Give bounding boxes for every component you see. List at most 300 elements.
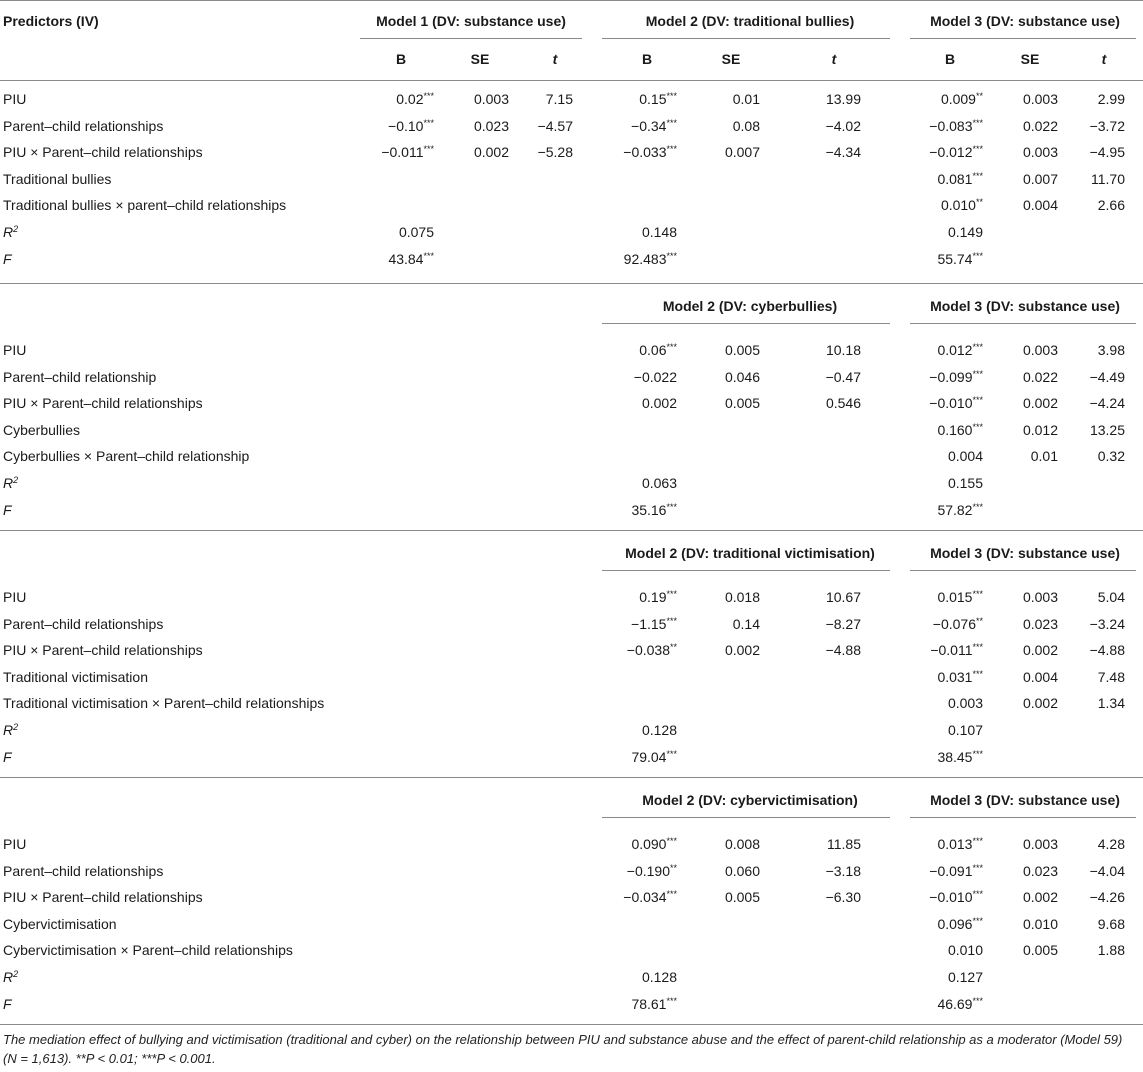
cell-value: 78.61: [631, 995, 667, 1012]
cell-m3t: [1098, 664, 1125, 690]
significance-stars: ***: [972, 144, 983, 155]
cell-m3t: [1098, 690, 1125, 716]
predictor-label: [3, 497, 12, 523]
significance-stars: ***: [972, 117, 983, 128]
predictor-superscript: 2: [13, 722, 19, 732]
cell-m3se: [1023, 139, 1058, 165]
cell-value: 0.023: [473, 117, 509, 134]
cell-value: 92.483: [623, 250, 667, 267]
cell-value: 55.74: [937, 250, 973, 267]
cell-value: 0.003: [947, 695, 983, 712]
cell-value: 0.003: [1022, 836, 1058, 852]
cell-value: 57.82: [937, 501, 973, 518]
cell-value: 0.022: [1022, 368, 1058, 385]
significance-stars: ***: [972, 501, 983, 512]
cell-m2se: [725, 831, 760, 857]
cell-value: 0.128: [641, 969, 677, 985]
cell-value: 0.002: [1022, 642, 1058, 659]
cell-m3t: [1090, 390, 1125, 416]
significance-stars: ***: [666, 589, 677, 599]
cell-value: −4.34: [825, 144, 861, 161]
cell-value: −4.04: [1089, 862, 1125, 879]
cell-m3se: [1023, 192, 1058, 218]
predictor-text: F: [3, 250, 12, 267]
section-model2-header: Model 2 (DV: cybervictimisation): [642, 792, 858, 808]
cell-m3b: [933, 611, 983, 637]
table-row: [0, 744, 1143, 770]
header-row-columns: [0, 46, 1143, 72]
cell-value: 0.060: [724, 862, 760, 879]
significance-stars: ***: [972, 395, 983, 406]
predictor-text: PIU: [3, 342, 27, 358]
cell-value: −0.011: [381, 144, 424, 161]
m3-b-header: B: [944, 51, 956, 67]
predictor-label: [3, 664, 148, 690]
cell-m3se: [1023, 364, 1058, 390]
predictor-text: Cyberbullies × Parent–child relationship: [3, 448, 250, 465]
significance-stars: ***: [972, 915, 983, 926]
cell-value: −0.190: [626, 862, 670, 879]
section-model3-underline: [910, 570, 1136, 571]
cell-value: 0.096: [937, 915, 973, 932]
cell-m2t: [826, 364, 861, 390]
cell-value: 0.005: [724, 395, 760, 412]
cell-value: 2.66: [1097, 197, 1125, 214]
cell-value: 43.84: [388, 250, 424, 267]
significance-stars: ***: [972, 589, 983, 599]
predictor-text: R: [3, 475, 14, 491]
cell-m3t: [1098, 937, 1125, 963]
table-row: [0, 884, 1143, 910]
model1-underline: [360, 38, 582, 39]
cell-value: −0.011: [930, 642, 973, 659]
cell-m3t: [1098, 86, 1125, 112]
cell-value: 10.67: [825, 589, 861, 605]
header-row-models: [0, 8, 1143, 34]
cell-value: 0.022: [1022, 117, 1058, 134]
cell-value: 7.48: [1097, 668, 1125, 685]
cell-m2se: [725, 337, 760, 363]
cell-m3t: [1090, 113, 1125, 139]
cell-value: 11.70: [1091, 170, 1125, 187]
cell-m3b: [948, 690, 983, 716]
cell-m3b: [948, 219, 983, 245]
cell-m3b: [937, 831, 983, 857]
cell-value: 0.009: [940, 91, 976, 107]
predictor-superscript: 2: [13, 224, 19, 234]
cell-m2se: [733, 113, 760, 139]
predictor-text: PIU × Parent–child relationships: [3, 642, 203, 659]
cell-m2t: [826, 139, 861, 165]
cell-value: 0.031: [937, 668, 973, 685]
cell-value: −0.022: [633, 368, 677, 385]
cell-m3b: [937, 417, 983, 443]
cell-m3t: [1098, 443, 1125, 469]
significance-stars: ***: [666, 889, 677, 900]
cell-value: 0.012: [1022, 421, 1058, 438]
predictor-text: Cybervictimisation: [3, 915, 117, 932]
cell-m2t: [826, 584, 861, 610]
cell-m2b: [639, 86, 677, 112]
cell-value: −0.099: [929, 368, 973, 385]
cell-m2t: [826, 611, 861, 637]
predictor-text: R: [3, 722, 14, 738]
model3-underline: [910, 38, 1136, 39]
section-model3-header: Model 3 (DV: substance use): [930, 298, 1120, 314]
cell-value: −4.49: [1089, 368, 1125, 385]
cell-value: 1.34: [1097, 695, 1125, 712]
cell-value: −0.010: [929, 395, 973, 412]
cell-value: 0.107: [947, 722, 983, 738]
cell-value: 0.004: [947, 448, 983, 465]
cell-value: 0.007: [1022, 170, 1058, 187]
predictor-label: [3, 911, 117, 937]
cell-value: −0.012: [929, 144, 973, 161]
cell-value: 5.04: [1097, 589, 1125, 605]
cell-m3b: [937, 337, 983, 363]
cell-value: 0.023: [1022, 615, 1058, 632]
cell-value: 0.010: [1022, 915, 1058, 932]
m3-t-header: t: [1101, 51, 1107, 67]
cell-m2b: [631, 113, 677, 139]
cell-m3b: [948, 470, 983, 496]
cell-m3b: [929, 390, 983, 416]
cell-m3b: [948, 937, 983, 963]
cell-m2se: [725, 637, 760, 663]
section-top-rule: [0, 530, 1143, 531]
cell-m3se: [1023, 611, 1058, 637]
cell-value: −4.02: [825, 117, 861, 134]
cell-value: 0.002: [1022, 695, 1058, 712]
cell-value: 0.003: [473, 91, 509, 107]
cell-m2se: [725, 584, 760, 610]
table-row: [0, 584, 1143, 610]
table-row: [0, 470, 1143, 496]
predictor-text: PIU × Parent–child relationships: [3, 889, 203, 906]
cell-m2se: [725, 390, 760, 416]
cell-m3se: [1023, 337, 1058, 363]
predictors-header: Predictors (IV): [3, 13, 99, 29]
predictor-label: [3, 858, 163, 884]
cell-m1b: [399, 219, 434, 245]
cell-value: −3.24: [1089, 615, 1125, 632]
cell-value: 0.002: [473, 144, 509, 161]
cell-m2b: [639, 584, 677, 610]
predictor-text: R: [3, 224, 14, 240]
section-top-rule: [0, 777, 1143, 778]
cell-m3b: [930, 637, 983, 663]
cell-m3se: [1023, 911, 1058, 937]
table-row: [0, 937, 1143, 963]
predictor-superscript: 2: [13, 969, 19, 979]
cell-value: 0.003: [1022, 589, 1058, 605]
section-top-rule: [0, 283, 1143, 284]
section-header-row: [0, 293, 1143, 319]
predictor-label: [3, 831, 26, 857]
model2-header: Model 2 (DV: traditional bullies): [645, 13, 855, 29]
table-row: [0, 991, 1143, 1017]
predictor-label: [3, 113, 163, 139]
cell-value: 0.08: [732, 117, 760, 134]
cell-value: 13.99: [825, 91, 861, 107]
predictor-text: PIU × Parent–child relationships: [3, 144, 203, 161]
cell-m2b: [642, 219, 677, 245]
table-top-rule: [0, 0, 1143, 1]
section-model3-underline: [910, 323, 1136, 324]
cell-m3b: [929, 364, 983, 390]
cell-m3t: [1098, 192, 1125, 218]
cell-value: 0.012: [937, 342, 973, 358]
cell-value: 7.15: [545, 91, 573, 107]
predictor-text: PIU × Parent–child relationships: [3, 395, 203, 412]
cell-value: 13.25: [1089, 421, 1125, 438]
model3-header: Model 3 (DV: substance use): [930, 13, 1120, 29]
cell-value: −0.034: [623, 889, 667, 906]
cell-value: 0.19: [639, 589, 667, 605]
predictor-label: [3, 246, 12, 272]
cell-m3se: [1031, 443, 1058, 469]
significance-stars: ***: [666, 615, 677, 626]
significance-stars: **: [669, 862, 677, 873]
cell-value: −0.47: [825, 368, 861, 385]
table-row: [0, 831, 1143, 857]
section-model2-underline: [602, 817, 890, 818]
cell-value: −4.26: [1089, 889, 1125, 906]
cell-value: 0.003: [1022, 144, 1058, 161]
predictor-label: [3, 139, 203, 165]
cell-m3se: [1023, 637, 1058, 663]
cell-m3t: [1091, 166, 1125, 192]
cell-m1t: [538, 113, 573, 139]
cell-m2b: [642, 964, 677, 990]
cell-value: 46.69: [937, 995, 973, 1012]
cell-value: 0.008: [724, 836, 760, 852]
predictor-label: [3, 390, 203, 416]
cell-value: 38.45: [937, 748, 973, 765]
table-row: [0, 337, 1143, 363]
table-row: [0, 964, 1143, 990]
cell-m2b: [623, 884, 677, 910]
cell-m3t: [1090, 858, 1125, 884]
cell-m2b: [624, 246, 677, 272]
cell-value: 0.15: [639, 91, 667, 107]
cell-m3se: [1023, 390, 1058, 416]
cell-m1b: [381, 139, 434, 165]
significance-stars: ***: [666, 748, 677, 759]
cell-m2t: [826, 884, 861, 910]
cell-m3t: [1098, 831, 1125, 857]
predictor-text: Traditional victimisation: [3, 668, 148, 685]
significance-stars: ***: [666, 250, 677, 261]
cell-m1b: [388, 113, 434, 139]
cell-m2b: [631, 497, 677, 523]
cell-m2se: [733, 86, 760, 112]
cell-m3b: [937, 584, 983, 610]
cell-value: 0.005: [724, 342, 760, 358]
significance-stars: ***: [666, 91, 677, 101]
cell-value: 11.85: [827, 836, 861, 852]
cell-value: −1.15: [631, 615, 667, 632]
significance-stars: ***: [972, 421, 983, 432]
predictor-label: [3, 717, 18, 743]
cell-value: 0.002: [641, 395, 677, 412]
section-header-row: [0, 540, 1143, 566]
significance-stars: **: [975, 91, 983, 101]
predictor-text: Traditional bullies: [3, 170, 112, 187]
cell-m1t: [546, 86, 573, 112]
table-row: [0, 717, 1143, 743]
cell-m3t: [1090, 139, 1125, 165]
cell-value: 0.063: [641, 475, 677, 491]
cell-value: 0.128: [641, 722, 677, 738]
significance-stars: ***: [972, 862, 983, 873]
significance-stars: ***: [423, 250, 434, 261]
cell-value: 0.010: [940, 197, 976, 214]
predictor-label: [3, 337, 26, 363]
section-model2-header: Model 2 (DV: cyberbullies): [662, 298, 838, 314]
cell-value: 0.002: [1022, 889, 1058, 906]
predictor-label: [3, 86, 26, 112]
predictor-text: Traditional victimisation × Parent–child relationships: [3, 695, 325, 712]
table-row: [0, 497, 1143, 523]
section-header-row: [0, 787, 1143, 813]
predictor-label: [3, 584, 26, 610]
significance-stars: ***: [972, 668, 983, 679]
significance-stars: ***: [972, 368, 983, 379]
cell-m2b: [642, 470, 677, 496]
cell-m3t: [1090, 637, 1125, 663]
predictor-text: Parent–child relationship: [3, 368, 157, 385]
predictor-text: Parent–child relationships: [3, 117, 164, 134]
cell-value: 0.149: [947, 224, 983, 240]
cell-value: 4.28: [1097, 836, 1125, 852]
significance-stars: ***: [666, 501, 677, 512]
predictor-text: Traditional bullies × parent–child relationships: [3, 197, 287, 214]
predictor-label: [3, 637, 203, 663]
predictor-label: [3, 219, 18, 245]
cell-m3b: [937, 497, 983, 523]
m1-se-header: SE: [470, 51, 490, 67]
table-row: [0, 246, 1143, 272]
cell-value: −3.72: [1089, 117, 1125, 134]
m2-se-header: SE: [721, 51, 741, 67]
cell-m2b: [642, 717, 677, 743]
cell-value: 0.01: [1030, 448, 1058, 465]
cell-m2se: [725, 364, 760, 390]
predictor-label: [3, 744, 12, 770]
cell-value: 0.546: [825, 395, 861, 412]
predictor-text: PIU: [3, 589, 27, 605]
cell-m2b: [639, 337, 677, 363]
cell-value: 9.68: [1097, 915, 1125, 932]
cell-value: −0.038: [626, 642, 670, 659]
cell-m3se: [1023, 113, 1058, 139]
cell-value: 0.081: [937, 170, 973, 187]
predictor-text: Parent–child relationships: [3, 615, 164, 632]
predictor-superscript: 2: [13, 475, 19, 485]
cell-m3b: [948, 964, 983, 990]
cell-m2b: [627, 858, 677, 884]
cell-m3se: [1023, 858, 1058, 884]
predictor-label: [3, 443, 249, 469]
table-row: [0, 417, 1143, 443]
predictor-text: F: [3, 995, 12, 1012]
predictor-label: [3, 690, 324, 716]
predictor-label: [3, 937, 293, 963]
cell-value: −0.033: [623, 144, 667, 161]
significance-stars: **: [669, 642, 677, 653]
section-model2-header: Model 2 (DV: traditional victimisation): [625, 545, 875, 561]
cell-value: −5.28: [537, 144, 573, 161]
cell-m1se: [474, 86, 509, 112]
cell-value: −4.88: [825, 642, 861, 659]
predictor-label: [3, 884, 203, 910]
cell-value: 0.155: [947, 475, 983, 491]
predictor-text: R: [3, 969, 14, 985]
cell-value: 1.88: [1097, 942, 1125, 959]
cell-m2t: [826, 337, 861, 363]
cell-value: 0.003: [1022, 91, 1058, 107]
cell-value: −4.95: [1089, 144, 1125, 161]
cell-value: 0.018: [724, 589, 760, 605]
cell-m3b: [941, 86, 983, 112]
cell-value: 0.32: [1097, 448, 1125, 465]
cell-m3se: [1023, 664, 1058, 690]
cell-value: 0.004: [1022, 197, 1058, 214]
cell-value: −0.083: [929, 117, 973, 134]
significance-stars: **: [975, 197, 983, 208]
cell-m1se: [474, 139, 509, 165]
cell-m3se: [1023, 884, 1058, 910]
cell-m3t: [1098, 584, 1125, 610]
cell-m2t: [826, 637, 861, 663]
predictor-label: [3, 470, 18, 496]
table-footnote: The mediation effect of bullying and victimisation (traditional and cyber) on the relationship between PIU and substance abuse and the effect of parent-child relationship as a moderator (Model 59) (N = 1,613). **P < 0.01; ***P < 0.001.: [3, 1032, 1123, 1066]
cell-value: 0.015: [937, 589, 973, 605]
cell-value: −6.30: [825, 889, 861, 906]
cell-m3b: [937, 664, 983, 690]
table-row: [0, 86, 1143, 112]
cell-value: 0.007: [724, 144, 760, 161]
cell-m3b: [941, 192, 983, 218]
cell-value: 35.16: [631, 501, 667, 518]
cell-value: −4.24: [1089, 395, 1125, 412]
predictor-text: Cybervictimisation × Parent–child relationships: [3, 942, 293, 959]
cell-value: 0.003: [1022, 342, 1058, 358]
m2-b-header: B: [641, 51, 653, 67]
predictor-label: [3, 417, 80, 443]
cell-m2b: [631, 991, 677, 1017]
cell-m3se: [1023, 937, 1058, 963]
significance-stars: ***: [666, 342, 677, 352]
cell-m2b: [642, 390, 677, 416]
m2-t-header: t: [831, 51, 837, 67]
significance-stars: ***: [666, 117, 677, 128]
cell-value: 0.005: [1022, 942, 1058, 959]
predictor-label: [3, 166, 111, 192]
cell-m3b: [929, 884, 983, 910]
cell-value: 0.013: [937, 836, 973, 852]
significance-stars: ***: [972, 836, 983, 846]
cell-value: 0.010: [947, 942, 983, 959]
table-row: [0, 166, 1143, 192]
cell-m1b: [388, 246, 434, 272]
cell-m2t: [826, 390, 861, 416]
cell-value: −0.091: [929, 862, 973, 879]
section-model3-header: Model 3 (DV: substance use): [930, 545, 1120, 561]
cell-value: 0.002: [724, 642, 760, 659]
cell-m2se: [725, 884, 760, 910]
